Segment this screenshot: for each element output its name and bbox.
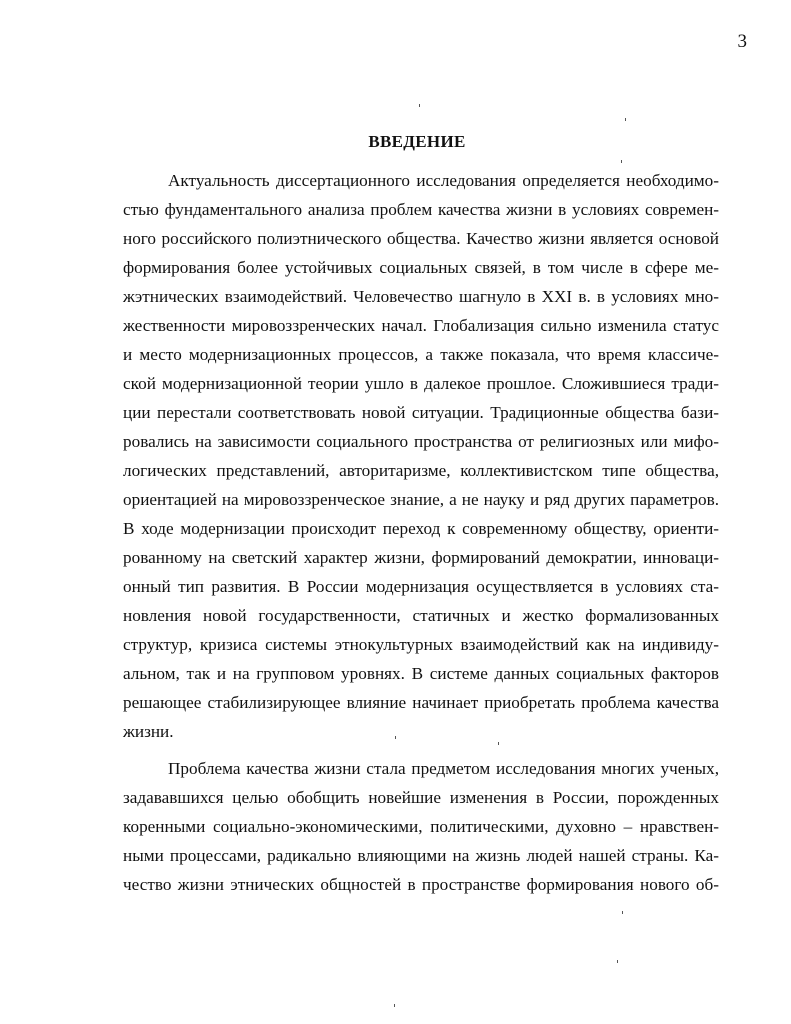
scan-speck (622, 911, 623, 914)
paragraph-1-line: альном, так и на групповом уровнях. В системе данных социальных факторов (123, 664, 719, 683)
paragraph-2-line: чество жизни этнических общностей в пространстве формирования нового об- (123, 875, 719, 894)
scan-speck (394, 1004, 395, 1007)
paragraph-1-line: жизни. (123, 722, 174, 741)
scan-speck (498, 742, 499, 745)
paragraph-1-line: формирования более устойчивых социальных связей, в том числе в сфере ме- (123, 258, 719, 277)
paragraph-1-line: ции перестали соответствовать новой ситуации. Традиционные общества бази- (123, 403, 719, 422)
paragraph-1-line: ного российского полиэтнического общества. Качество жизни является основой (123, 229, 719, 248)
section-heading: ВВЕДЕНИЕ (368, 132, 466, 151)
paragraph-1-line: жественности мировоззренческих начал. Глобализация сильно изменила статус (123, 316, 719, 335)
page-number: 3 (737, 31, 747, 52)
paragraph-1-line: ровались на зависимости социального пространства от религиозных или мифо- (123, 432, 719, 451)
scan-speck (617, 960, 618, 963)
paragraph-1-line: рованному на светский характер жизни, формирований демократии, инноваци- (123, 548, 719, 567)
paragraph-1-line: стью фундаментального анализа проблем качества жизни в условиях современ- (123, 200, 719, 219)
paragraph-1-line: В ходе модернизации происходит переход к современному обществу, ориенти- (123, 519, 719, 538)
paragraph-2-line: коренными социально-экономическими, политическими, духовно – нравствен- (123, 817, 719, 836)
paragraph-2-line: задававшихся целью обобщить новейшие изменения в России, порожденных (123, 788, 719, 807)
paragraph-1-line: ориентацией на мировоззренческое знание, а не науку и ряд других параметров. (123, 490, 719, 509)
paragraph-1-line: ской модернизационной теории ушло в далекое прошлое. Сложившиеся тради- (123, 374, 719, 393)
paragraph-1-line: и место модернизационных процессов, а также показала, что время классиче- (123, 345, 719, 364)
paragraph-1-line: жэтнических взаимодействий. Человечество шагнуло в XXI в. в условиях мно- (123, 287, 719, 306)
paragraph-2-line: Проблема качества жизни стала предметом исследования многих ученых, (168, 759, 719, 778)
paragraph-1-line: Актуальность диссертационного исследования определяется необходимо- (168, 171, 719, 190)
paragraph-1-line: онный тип развития. В России модернизация осуществляется в условиях ста- (123, 577, 719, 596)
paragraph-2-line: ными процессами, радикально влияющими на жизнь людей нашей страны. Ка- (123, 846, 719, 865)
scan-speck (395, 736, 396, 739)
paragraph-1-line: решающее стабилизирующее влияние начинает приобретать проблема качества (123, 693, 719, 712)
paragraph-1-line: логических представлений, авторитаризме, коллективистском типе общества, (123, 461, 719, 480)
scan-speck (625, 118, 626, 121)
paragraph-1-line: структур, кризиса системы этнокультурных взаимодействий как на индивиду- (123, 635, 719, 654)
scan-speck (621, 160, 622, 163)
paragraph-1-line: новления новой государственности, статичных и жестко формализованных (123, 606, 719, 625)
scan-speck (419, 104, 420, 107)
